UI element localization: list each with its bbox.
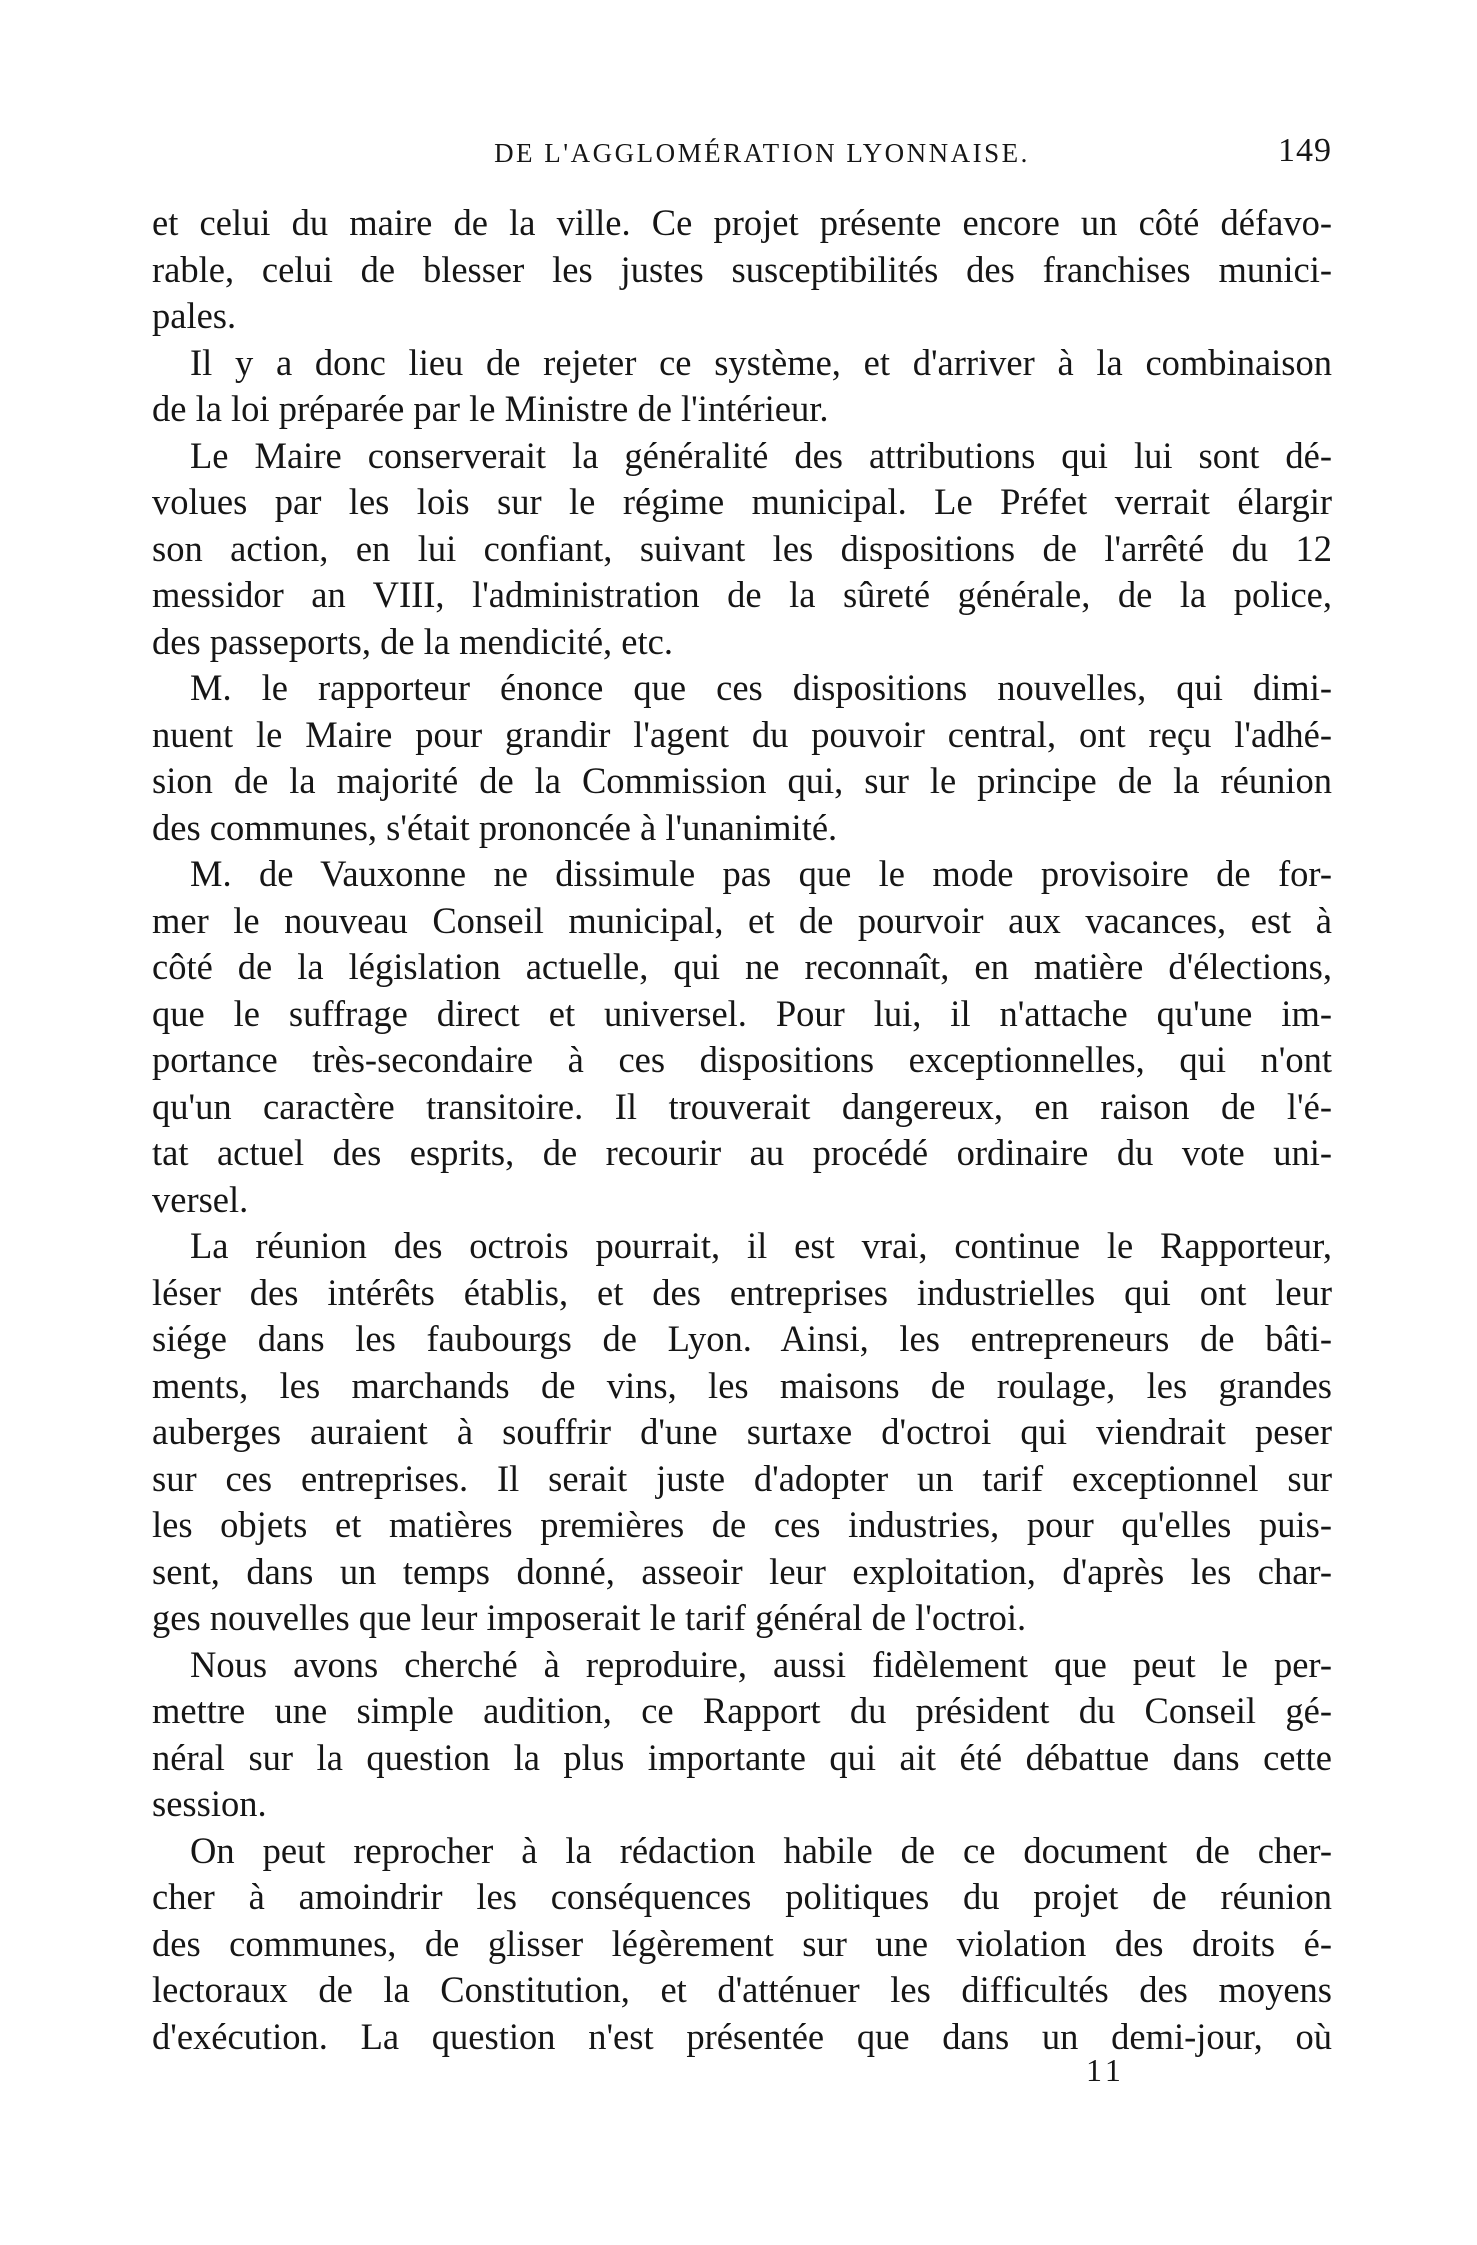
text-line: cher à amoindrir les conséquences politiques du projet de réunion bbox=[152, 1876, 1332, 1917]
text-line: les objets et matières premières de ces industries, pour qu'elles puis- bbox=[152, 1504, 1332, 1545]
text-line: rable, celui de blesser les justes susceptibilités des franchises munici- bbox=[152, 248, 1332, 290]
text-line: de la loi préparée par le Ministre de l'intérieur. bbox=[152, 388, 829, 429]
text-line: session. bbox=[152, 1783, 267, 1824]
text-line: siége dans les faubourgs de Lyon. Ainsi, les entrepreneurs de bâti- bbox=[152, 1318, 1332, 1359]
text-line: que le suffrage direct et universel. Pour lui, il n'attache qu'une im- bbox=[152, 992, 1332, 1034]
text-line: côté de la législation actuelle, qui ne reconnaît, en matière d'élections, bbox=[152, 946, 1332, 987]
text-line: M. le rapporteur énonce que ces dispositions nouvelles, qui dimi- bbox=[190, 667, 1332, 708]
text-line: volues par les lois sur le régime municipal. Le Préfet verrait élargir bbox=[152, 481, 1332, 522]
text-line: M. de Vauxonne ne dissimule pas que le mode provisoire de for- bbox=[190, 853, 1332, 894]
body-text bbox=[152, 200, 1332, 2060]
text-line: messidor an VIII, l'administration de la sûreté générale, de la police, bbox=[152, 574, 1332, 615]
running-title: DE L'AGGLOMÉRATION LYONNAISE. bbox=[494, 138, 1030, 168]
text-line: léser des intérêts établis, et des entreprises industrielles qui ont leur bbox=[152, 1271, 1332, 1313]
text-line: auberges auraient à souffrir d'une surtaxe d'octroi qui viendrait peser bbox=[152, 1411, 1332, 1452]
text-line: Le Maire conserverait la généralité des attributions qui lui sont dé- bbox=[190, 434, 1332, 476]
text-line: sur ces entreprises. Il serait juste d'adopter un tarif exceptionnel sur bbox=[152, 1457, 1332, 1499]
text-line: lectoraux de la Constitution, et d'atténuer les difficultés des moyens bbox=[152, 1969, 1332, 2010]
book-page bbox=[152, 128, 1332, 2060]
text-line: qu'un caractère transitoire. Il trouverait dangereux, en raison de l'é- bbox=[152, 1085, 1332, 1127]
text-line: tat actuel des esprits, de recourir au procédé ordinaire du vote uni- bbox=[152, 1132, 1332, 1173]
text-line: des communes, de glisser légèrement sur une violation des droits é- bbox=[152, 1922, 1332, 1964]
text-line: Il y a donc lieu de rejeter ce système, et d'arriver à la combinaison bbox=[190, 341, 1332, 383]
text-line: versel. bbox=[152, 1178, 249, 1220]
text-line: son action, en lui confiant, suivant les dispositions de l'arrêté du 12 bbox=[152, 527, 1332, 569]
text-line: néral sur la question la plus importante qui ait été débattue dans cette bbox=[152, 1736, 1332, 1778]
text-line: et celui du maire de la ville. Ce projet présente encore un côté défavo- bbox=[152, 202, 1332, 243]
text-line: On peut reprocher à la rédaction habile de ce document de cher- bbox=[190, 1829, 1332, 1871]
text-line: mettre une simple audition, ce Rapport du président du Conseil gé- bbox=[152, 1690, 1332, 1731]
text-line: mer le nouveau Conseil municipal, et de pourvoir aux vacances, est à bbox=[152, 899, 1332, 941]
text-line: Nous avons cherché à reproduire, aussi fidèlement que peut le per- bbox=[190, 1643, 1332, 1685]
signature-mark: 11 bbox=[1086, 2052, 1125, 2088]
running-head bbox=[152, 128, 1332, 192]
text-line: ges nouvelles que leur imposerait le tarif général de l'octroi. bbox=[152, 1597, 1027, 1638]
text-line: sent, dans un temps donné, asseoir leur exploitation, d'après les char- bbox=[152, 1550, 1332, 1592]
text-line: portance très-secondaire à ces dispositions exceptionnelles, qui n'ont bbox=[152, 1039, 1332, 1080]
text-line: ments, les marchands de vins, les maisons de roulage, les grandes bbox=[152, 1364, 1332, 1406]
page-number: 149 bbox=[1278, 132, 1332, 169]
text-line: sion de la majorité de la Commission qui, sur le principe de la réunion bbox=[152, 760, 1332, 801]
text-line: d'exécution. La question n'est présentée que dans un demi-jour, où bbox=[152, 2015, 1332, 2057]
text-line: pales. bbox=[152, 295, 237, 336]
text-line: nuent le Maire pour grandir l'agent du pouvoir central, ont reçu l'adhé- bbox=[152, 713, 1332, 755]
text-line: des passeports, de la mendicité, etc. bbox=[152, 620, 673, 662]
text-line: La réunion des octrois pourrait, il est vrai, continue le Rapporteur, bbox=[190, 1225, 1332, 1266]
text-line: des communes, s'était prononcée à l'unanimité. bbox=[152, 806, 838, 848]
